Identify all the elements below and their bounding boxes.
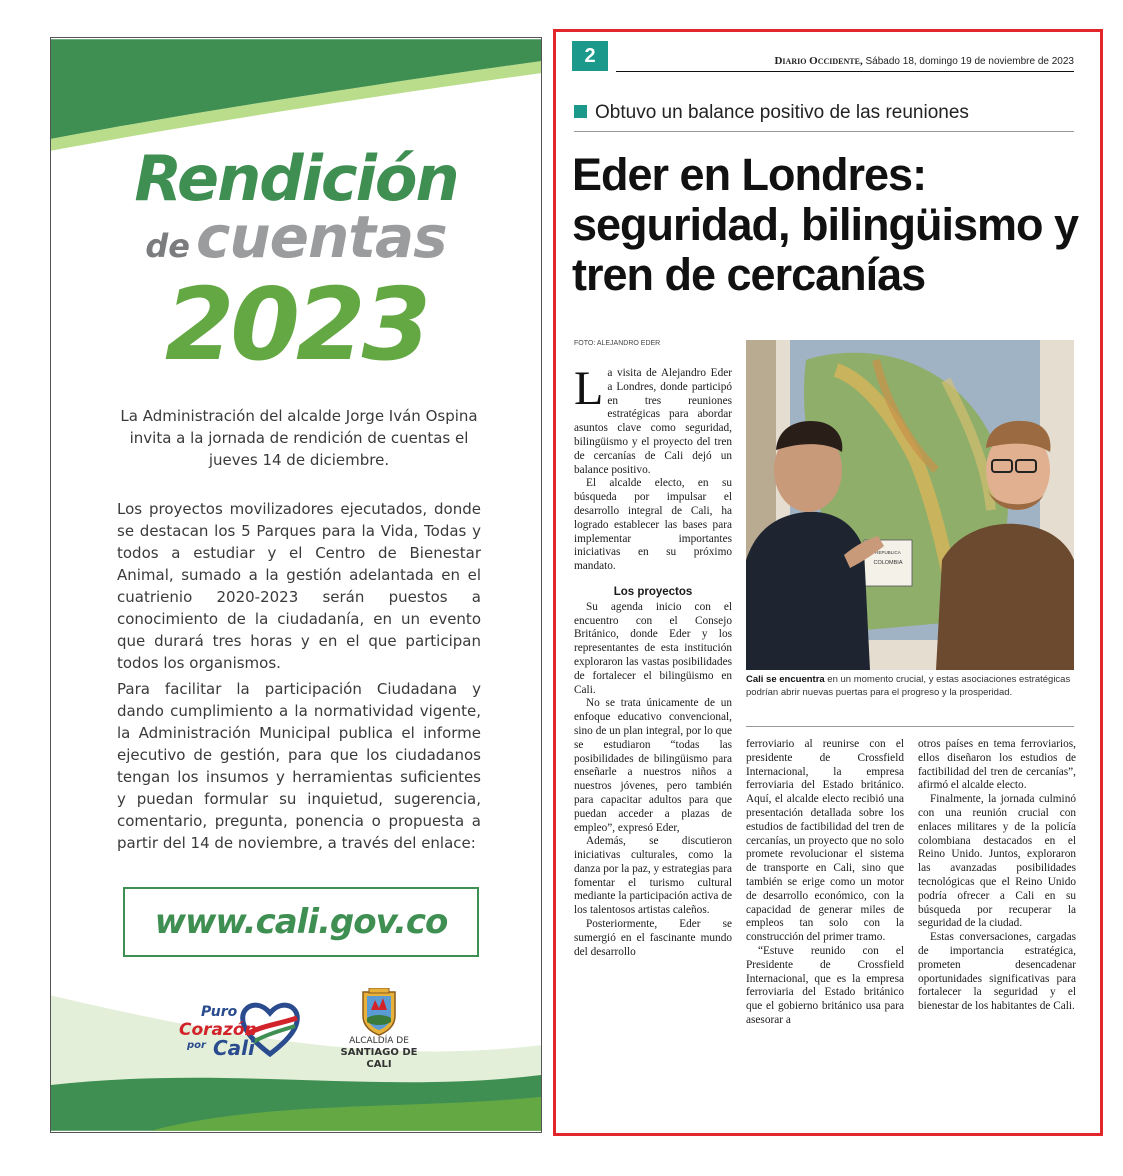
ad-title-cuentas-word: cuentas (195, 203, 447, 271)
article-paragraph: Además, se discutieron iniciativas culturales, como la danza por la paz, y estrategias para fomentar el turismo cultural mediante la participación activa de los talentosos artistas caleños. (574, 835, 732, 917)
dateline (616, 55, 1074, 72)
map-label-colombia: COLOMBIA (873, 560, 903, 566)
kicker-square-icon (574, 105, 587, 118)
article-paragraph: otros países en tema ferroviarios, ellos diseñaron los estudios de factibilidad del tren de cercanías”, afirmó el alcalde electo. (918, 738, 1076, 792)
advertisement (50, 37, 542, 1133)
kicker-divider (574, 131, 1074, 132)
article-column-2 (746, 738, 904, 1028)
photo-caption (746, 673, 1074, 699)
ad-paragraph-projects: Los proyectos movilizadores ejecutados, donde se destacan los 5 Parques para la Vida, Todas y todos a estudiar y el Centro de Bienestar Animal, sumado a la gestión adelantada en el cuatrienio 2020-2023 serán puestos a conocimiento de la ciudadanía, en un evento que durará tres horas y en el que participan todos los organismos. (117, 500, 481, 672)
article-paragraph: Posteriormente, Eder se sumergió en el fascinante mundo del desarrollo (574, 918, 732, 958)
logo-cali: Cali (213, 1036, 255, 1060)
news-photo (746, 340, 1074, 670)
alcaldia-line1: ALCALDÍA DE (349, 1036, 409, 1046)
article-paragraph: Estas conversaciones, cargadas de importancia estratégica, prometen desencadenar oportunidades significativas para fortalecer la seguridad y el bienestar de los habitantes de Cali. (918, 931, 1076, 1013)
issue-date: Sábado 18, domingo 19 de noviembre de 2023 (865, 56, 1074, 67)
caption-divider (746, 726, 1074, 727)
logo-corazon: Corazón (179, 1020, 257, 1040)
coat-of-arms-icon (361, 988, 397, 1036)
article-paragraph: ferroviario al reunirse con el presidente de Crossfield Internacional, la empresa ferroviaria del Estado británico. Aquí, el alcalde electo recibió una presentación detallada sobre los estudios de factibilidad del tren de cercanías, un proyecto que no solo promete revolucionar el sistema de transporte en Cali, sino que también se erige como un motor de desarrollo económico, con la capacidad de generar miles de empleos tan solo con la construcción del primer tramo. (746, 738, 904, 944)
ad-paragraph-invitation: La Administración del alcalde Jorge Iván Ospina invita a la jornada de rendición de cuentas el jueves 14 de diciembre. (120, 407, 478, 469)
article-paragraph: Finalmente, la jornada culminó con una reunión crucial con enlaces militares y de la policía colombiana destacados en el Reino Unido. Juntos, exploraron las avanzadas posibilidades tecnológicas que el Reino Unido podría ofrecer a Cali en su búsqueda por recuperar la seguridad de la ciudad. (918, 793, 1076, 930)
ad-title-rendicion: Rendición (134, 142, 458, 215)
article-paragraph: Su agenda inicio con el encuentro con el Consejo Británico, donde Eder y los representantes de esta institución exploraron las vastas posibilidades de fortalecer el bilingüismo en Cali. (574, 600, 732, 696)
headline: Eder en Londres: seguridad, bilingüismo y tren de cercanías (572, 149, 1079, 300)
kicker (574, 102, 969, 124)
ad-url-box[interactable] (123, 887, 479, 957)
article-column-3 (918, 738, 1076, 1014)
ad-title-de: de (145, 227, 190, 265)
map-label-republica: REPUBLICA (875, 550, 901, 555)
article-column-1 (574, 362, 732, 959)
newspaper-page (553, 29, 1103, 1136)
caption-lead: Cali se encuentra (746, 674, 825, 685)
drop-cap: L (574, 362, 604, 415)
article-paragraph: “Estuve reunido con el Presidente de Crossfield Internacional, que es la empresa ferroviaria del Estado británico que el gobierno británico usa para asesorar a (746, 944, 904, 1026)
article-subhead: Los proyectos (613, 585, 693, 598)
logo-puro: Puro (201, 1004, 238, 1020)
puro-corazon-por-cali-logo (173, 998, 303, 1068)
caption-text: en un momento crucial, y estas asociaciones estratégicas podrían abrir nuevas puertas para el progreso y la prosperidad. (746, 674, 1071, 698)
ad-url-link[interactable]: www.cali.gov.co (154, 902, 448, 942)
photo-credit: FOTO: ALEJANDRO EDER (574, 340, 661, 347)
article-paragraph: a visita de Alejandro Eder a Londres, donde participó en tres reuniones estratégicas para abordar asuntos clave como seguridad, bilingüismo y el proyecto del tren de cercanías de Cali dejó un balance positivo. (574, 367, 732, 476)
ad-title-cuentas (51, 203, 541, 271)
ad-year: 2023 (164, 266, 428, 383)
logo-por: por (187, 1040, 206, 1051)
kicker-text: Obtuvo un balance positivo de las reuniones (595, 102, 969, 123)
alcaldia-logo (329, 988, 429, 1078)
article-paragraph: El alcalde electo, en su búsqueda por impulsar el desarrollo integral de Cali, ha logrado establecer las bases para implementar importantes iniciativas en su próximo mandato. (574, 477, 732, 573)
newspaper-name: Diario Occidente, (774, 55, 863, 67)
ad-paragraph-participation: Para facilitar la participación Ciudadana y dando cumplimiento a la normatividad vigente, la Administración Municipal publica el informe ejecutivo de gestión, para que los ciudadanos tengan los insumos y herramientas suficientes y puedan formular su inquietud, sugerencia, comentario, pregunta, ponencia o propuesta a partir del 14 de noviembre, a través del enlace: (117, 680, 481, 852)
alcaldia-line2: SANTIAGO DE CALI (340, 1047, 418, 1070)
article-paragraph: No se trata únicamente de un enfoque educativo convencional, sino de un plan integral, por lo que se estudiaron “todas las posibilidades de bilingüismo para enseñarle a nuestros niños a nuestros jóvenes, pero también para capacitar adultos para que puedan acceder a plazas de empleo”, expresó Eder, (574, 697, 732, 834)
page-number: 2 (572, 41, 608, 71)
